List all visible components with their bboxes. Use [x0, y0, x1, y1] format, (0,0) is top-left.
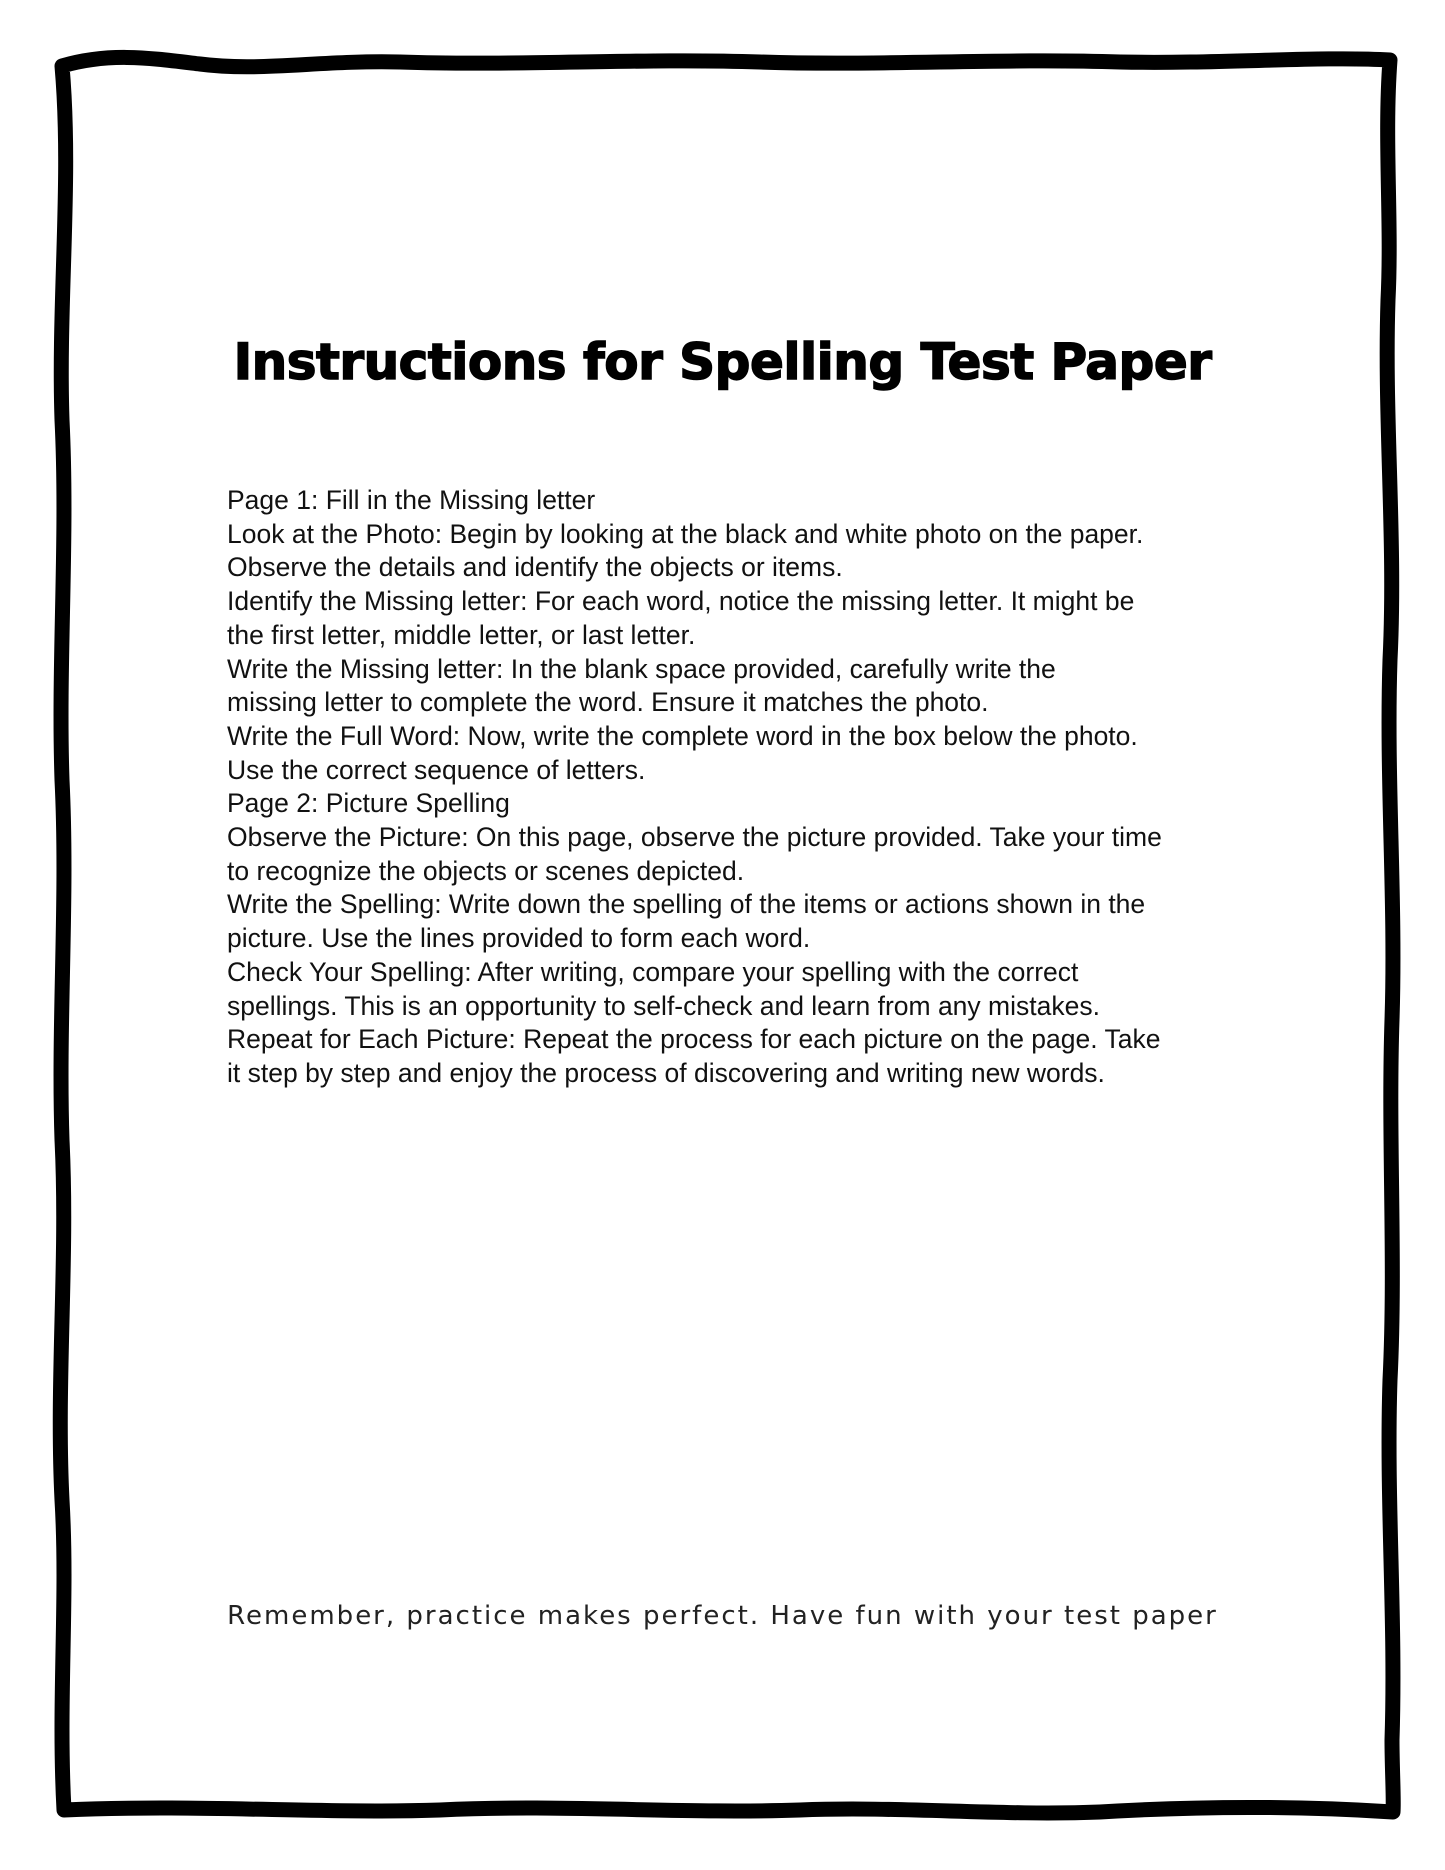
instruction-line: spellings. This is an opportunity to self-check and learn from any mistakes. — [227, 990, 1100, 1021]
instruction-line: Write the Full Word: Now, write the complete word in the box below the photo. — [227, 720, 1138, 751]
instruction-line: it step by step and enjoy the process of discovering and writing new words. — [227, 1057, 1105, 1088]
instruction-line: Page 2: Picture Spelling — [227, 788, 510, 819]
instruction-line: the first letter, middle letter, or last letter. — [227, 619, 696, 650]
instruction-line: Identify the Missing letter: For each word, notice the missing letter. It might be — [227, 586, 1135, 617]
instruction-line: Write the Missing letter: In the blank space provided, carefully write the — [227, 653, 1056, 684]
instruction-line: Repeat for Each Picture: Repeat the process for each picture on the page. Take — [227, 1024, 1161, 1055]
instruction-line: Page 1: Fill in the Missing letter — [227, 485, 596, 515]
instruction-line: picture. Use the lines provided to form each word. — [227, 923, 811, 954]
instruction-line: Use the correct sequence of letters. — [227, 754, 646, 785]
instruction-line: Look at the Photo: Begin by looking at the black and white photo on the paper. — [227, 518, 1144, 549]
page-title: Instructions for Spelling Test Paper — [233, 332, 1212, 391]
instructions-body — [227, 484, 1287, 1091]
instruction-line: Observe the Picture: On this page, observe the picture provided. Take your time — [227, 822, 1162, 853]
footer-note: Remember, practice makes perfect. Have fun with your test paper — [227, 1601, 1218, 1631]
instruction-line: Check Your Spelling: After writing, compare your spelling with the correct — [227, 956, 1079, 987]
instruction-line: to recognize the objects or scenes depicted. — [227, 855, 745, 886]
instruction-line: missing letter to complete the word. Ensure it matches the photo. — [227, 687, 989, 718]
instruction-line: Write the Spelling: Write down the spelling of the items or actions shown in the — [227, 889, 1146, 920]
instruction-line: Observe the details and identify the objects or items. — [227, 552, 843, 583]
